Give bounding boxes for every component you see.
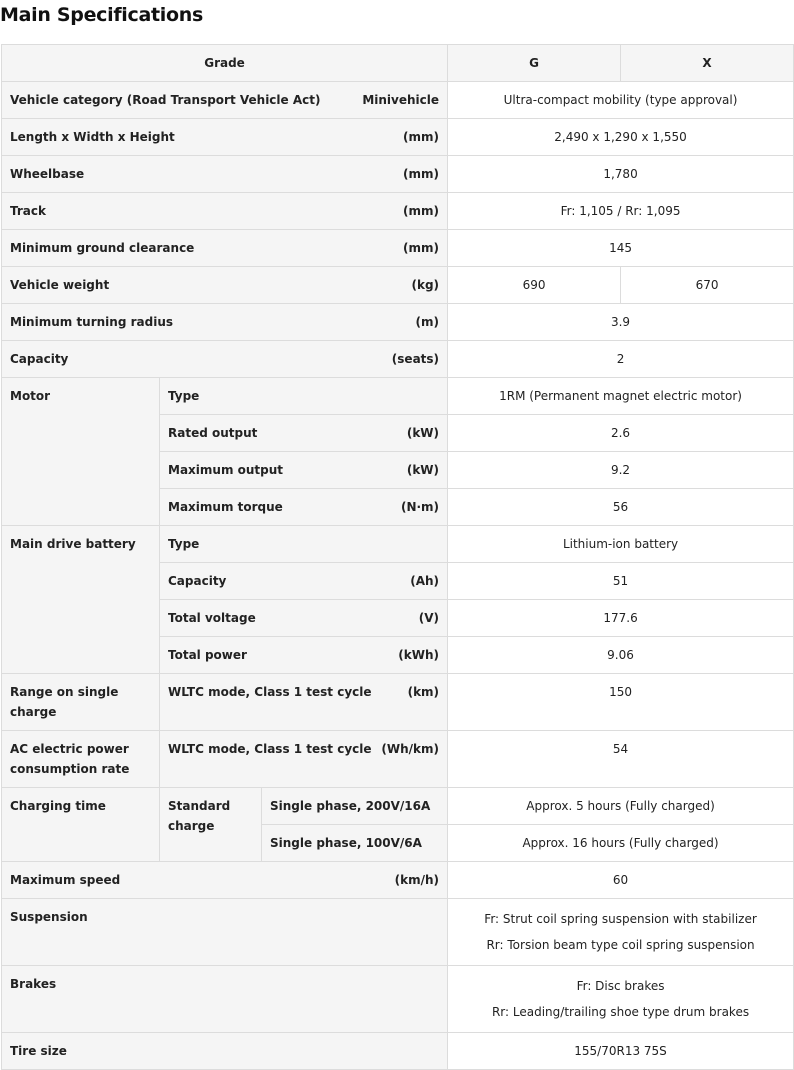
group-label-battery: Main drive battery	[2, 526, 160, 674]
value-cell-x: 670	[621, 267, 794, 304]
label-cell: Wheelbase (mm)	[2, 156, 448, 193]
value-cell: 177.6	[448, 600, 794, 637]
label-cell: Type	[160, 526, 448, 563]
value-cell	[448, 899, 794, 966]
group-label-motor: Motor	[2, 378, 160, 526]
suspension-rear: Rr: Torsion beam type coil spring suspension	[486, 938, 755, 952]
brakes-rear: Rr: Leading/trailing shoe type drum brakes	[491, 1005, 750, 1019]
label-cell: Suspension	[2, 899, 448, 966]
value-cell: 9.06	[448, 637, 794, 674]
suspension-front: Fr: Strut coil spring suspension with stabilizer	[484, 912, 757, 926]
value-cell: Ultra-compact mobility (type approval)	[448, 82, 794, 119]
table-row	[2, 378, 794, 415]
value-cell: 51	[448, 563, 794, 600]
value-cell: 150	[448, 674, 794, 731]
table-row	[2, 267, 794, 304]
label-cell: Length x Width x Height (mm)	[2, 119, 448, 156]
table-row	[2, 1033, 794, 1070]
label-cell: Capacity (seats)	[2, 341, 448, 378]
value-cell: 2,490 x 1,290 x 1,550	[448, 119, 794, 156]
table-row	[2, 526, 794, 563]
table-row	[2, 788, 794, 825]
table-row	[2, 230, 794, 267]
label-cell: Minimum turning radius (m)	[2, 304, 448, 341]
label-cell: Maximum output (kW)	[160, 452, 448, 489]
label-cell: WLTC mode, Class 1 test cycle (km)	[160, 674, 448, 731]
value-cell: 54	[448, 731, 794, 788]
label-cell: Capacity (Ah)	[160, 563, 448, 600]
label-cell: Standard charge	[160, 788, 262, 862]
value-cell: 3.9	[448, 304, 794, 341]
label-cell: Range on single charge	[2, 674, 160, 731]
grade-x-header: X	[621, 45, 794, 82]
value-cell: 2	[448, 341, 794, 378]
value-cell: 155/70R13 75S	[448, 1033, 794, 1070]
table-row	[2, 156, 794, 193]
value-cell: 56	[448, 489, 794, 526]
label-cell: Vehicle weight (kg)	[2, 267, 448, 304]
table-row	[2, 119, 794, 156]
value-cell: 1RM (Permanent magnet electric motor)	[448, 378, 794, 415]
label-cell: Total power (kWh)	[160, 637, 448, 674]
label-cell: Vehicle category (Road Transport Vehicle Act) Minivehicle	[2, 82, 448, 119]
label-cell: Maximum torque (N·m)	[160, 489, 448, 526]
table-row	[2, 45, 794, 82]
label-cell: Rated output (kW)	[160, 415, 448, 452]
table-row	[2, 82, 794, 119]
value-cell: 9.2	[448, 452, 794, 489]
label-cell: Minimum ground clearance (mm)	[2, 230, 448, 267]
grade-header: Grade	[2, 45, 448, 82]
label-cell: Brakes	[2, 966, 448, 1033]
label-cell: Total voltage (V)	[160, 600, 448, 637]
label-cell: Track (mm)	[2, 193, 448, 230]
spec-table	[1, 44, 794, 1070]
label-cell: AC electric power consumption rate	[2, 731, 160, 788]
table-row	[2, 731, 794, 788]
label-cell: Single phase, 100V/6A	[262, 825, 448, 862]
grade-g-header: G	[448, 45, 621, 82]
table-row	[2, 341, 794, 378]
value-cell	[448, 966, 794, 1033]
table-row	[2, 966, 794, 1033]
table-row	[2, 193, 794, 230]
value-cell: Fr: 1,105 / Rr: 1,095	[448, 193, 794, 230]
value-cell: Lithium-ion battery	[448, 526, 794, 563]
table-row	[2, 674, 794, 731]
label-cell: Single phase, 200V/16A	[262, 788, 448, 825]
label-cell: Maximum speed (km/h)	[2, 862, 448, 899]
value-cell: 2.6	[448, 415, 794, 452]
value-cell: 60	[448, 862, 794, 899]
value-cell: Approx. 16 hours (Fully charged)	[448, 825, 794, 862]
label-cell: Type	[160, 378, 448, 415]
value-cell: 1,780	[448, 156, 794, 193]
brakes-front: Fr: Disc brakes	[576, 979, 665, 993]
label-cell: WLTC mode, Class 1 test cycle (Wh/km)	[160, 731, 448, 788]
group-label-charging: Charging time	[2, 788, 160, 862]
value-cell-g: 690	[448, 267, 621, 304]
table-row	[2, 899, 794, 966]
table-row	[2, 304, 794, 341]
value-cell: 145	[448, 230, 794, 267]
label-cell: Tire size	[2, 1033, 448, 1070]
value-cell: Approx. 5 hours (Fully charged)	[448, 788, 794, 825]
table-row	[2, 862, 794, 899]
page-title: Main Specifications	[0, 4, 203, 26]
